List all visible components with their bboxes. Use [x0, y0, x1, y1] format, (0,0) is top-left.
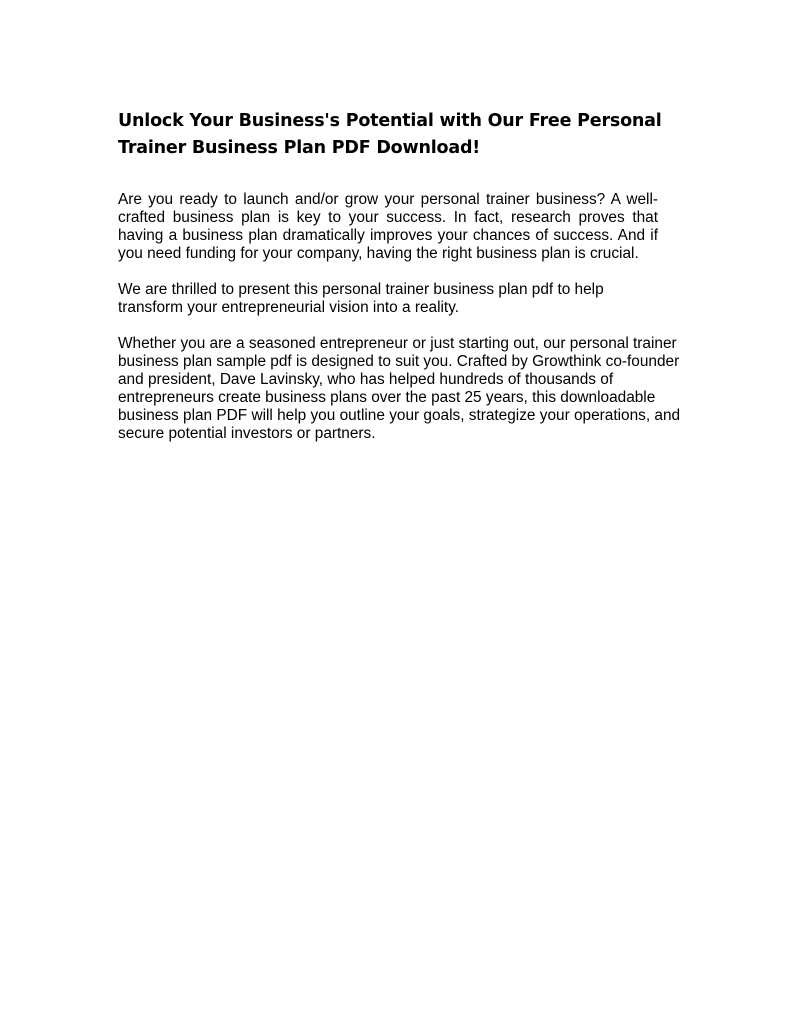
author-paragraph: Whether you are a seasoned entrepreneur or just starting out, our personal trainer business plan sample pdf is designed to suit you. Crafted by Growthink co-founder and president, Dave Lavinsky, who has helped hundreds of thousands of entrepreneurs create business plans over the past 25 years, this downloadable business plan PDF will help you outline your goals, strategize your operations, and secure potential investors or partners.: [118, 335, 681, 442]
presentation-paragraph: We are thrilled to present this personal trainer business plan pdf to help transform your entrepreneurial vision into a reality.: [118, 281, 604, 316]
document-body: [118, 108, 683, 443]
page-title: Unlock Your Business's Potential with Our Free Personal Trainer Business Plan PDF Download!: [118, 111, 662, 158]
intro-paragraph: Are you ready to launch and/or grow your personal trainer business? A well-crafted business plan is key to your success. In fact, research proves that having a business plan dramatically improves your chances of success. And if you need funding for your company, having the right business plan is crucial.: [118, 191, 658, 262]
